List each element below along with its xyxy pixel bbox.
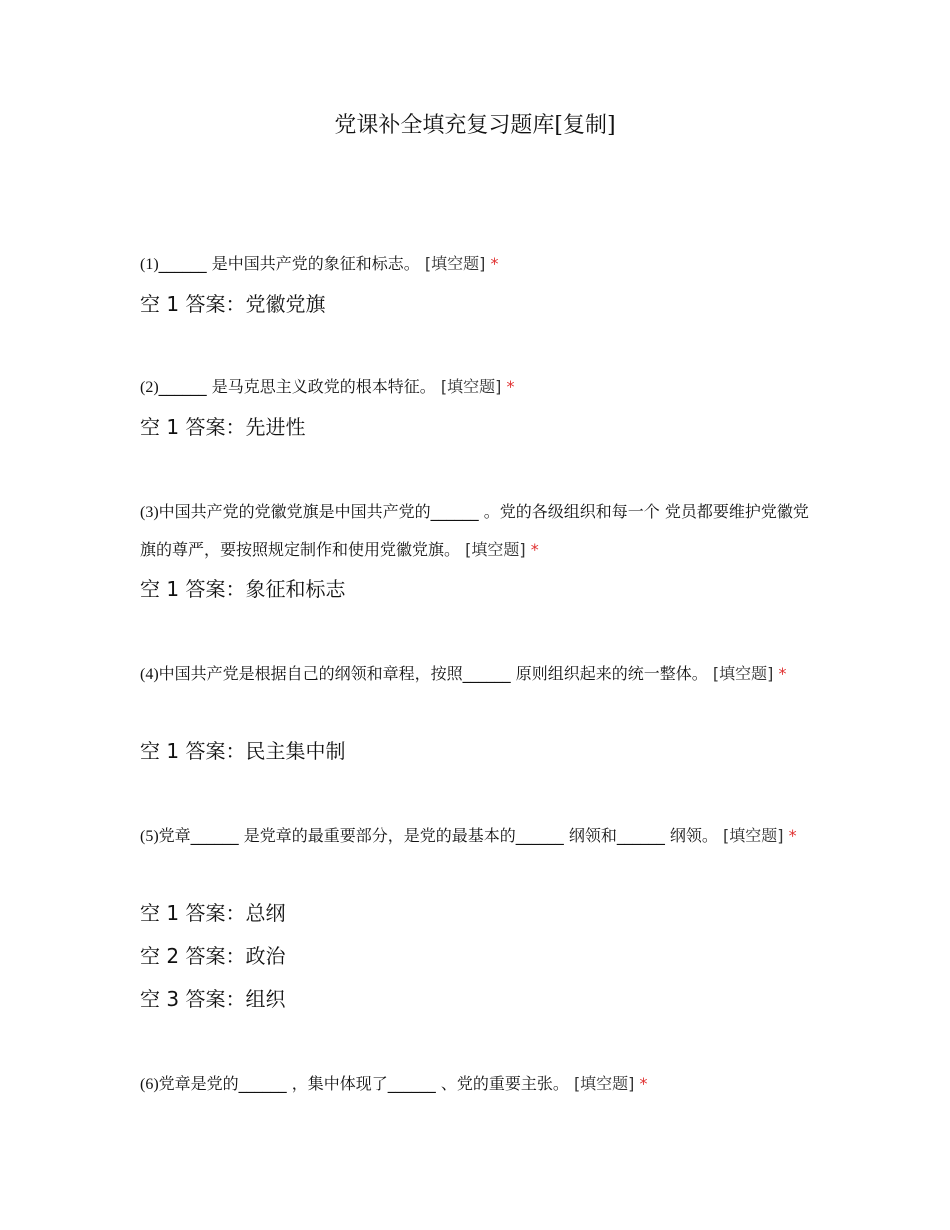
question-3	[140, 493, 820, 568]
answer-label: 空 1 答案：	[140, 577, 246, 601]
required-mark: *	[490, 254, 499, 273]
question-number: (1)	[140, 256, 159, 273]
question-1	[140, 245, 820, 283]
question-5	[140, 817, 820, 855]
answer-1-1	[140, 290, 325, 318]
answer-label: 空 2 答案：	[140, 944, 246, 968]
question-text: ______ 是中国共产党的象征和标志。	[158, 254, 420, 273]
required-mark: *	[778, 664, 787, 683]
question-text: 中国共产党是根据自己的纲领和章程，按照______ 原则组织起来的统一整体。	[158, 664, 708, 683]
question-text: 中国共产党的党徽党旗是中国共产党的______ 。党的各级组织和每一个 党员都要维护党徽党旗的尊严，要按照规定制作和使用党徽党旗。	[140, 502, 809, 559]
question-type-label: [填空题]	[573, 1074, 635, 1093]
question-text: ______ 是马克思主义政党的根本特征。	[158, 377, 436, 396]
question-6	[140, 1065, 820, 1103]
question-text: 党章是党的______ ，集中体现了______ 、党的重要主张。	[158, 1074, 569, 1093]
answer-label: 空 1 答案：	[140, 292, 246, 316]
answer-value: 组织	[245, 987, 286, 1011]
question-number: (6)	[140, 1076, 159, 1093]
answer-5-2	[140, 942, 285, 970]
answer-5-3	[140, 985, 285, 1013]
answer-value: 总纲	[245, 901, 286, 925]
required-mark: *	[530, 540, 539, 559]
answer-label: 空 3 答案：	[140, 987, 246, 1011]
answer-label: 空 1 答案：	[140, 901, 246, 925]
question-type-label: [填空题]	[465, 540, 526, 559]
question-4	[140, 655, 820, 693]
answer-label: 空 1 答案：	[140, 739, 246, 763]
question-type-label: [填空题]	[440, 377, 502, 396]
required-mark: *	[639, 1074, 648, 1093]
required-mark: *	[506, 377, 515, 396]
question-number: (3)	[140, 504, 159, 521]
answer-value: 政治	[245, 944, 286, 968]
question-text: 党章______ 是党章的最重要部分，是党的最基本的______ 纲领和______ 纲领。	[158, 826, 718, 845]
answer-2-1	[140, 413, 305, 441]
answer-label: 空 1 答案：	[140, 415, 246, 439]
answer-4-1	[140, 737, 345, 765]
question-type-label: [填空题]	[424, 254, 486, 273]
question-number: (2)	[140, 379, 159, 396]
answer-5-1	[140, 899, 285, 927]
question-type-label: [填空题]	[712, 664, 774, 683]
answer-3-1	[140, 575, 345, 603]
question-number: (5)	[140, 828, 159, 845]
answer-value: 党徽党旗	[245, 292, 326, 316]
answer-value: 先进性	[245, 415, 306, 439]
question-2	[140, 368, 820, 406]
page-title: 党课补全填充复习题库[复制]	[334, 113, 616, 138]
question-number: (4)	[140, 666, 159, 683]
question-type-label: [填空题]	[723, 826, 784, 845]
answer-value: 象征和标志	[245, 577, 346, 601]
answer-value: 民主集中制	[245, 739, 346, 763]
required-mark: *	[788, 826, 797, 845]
